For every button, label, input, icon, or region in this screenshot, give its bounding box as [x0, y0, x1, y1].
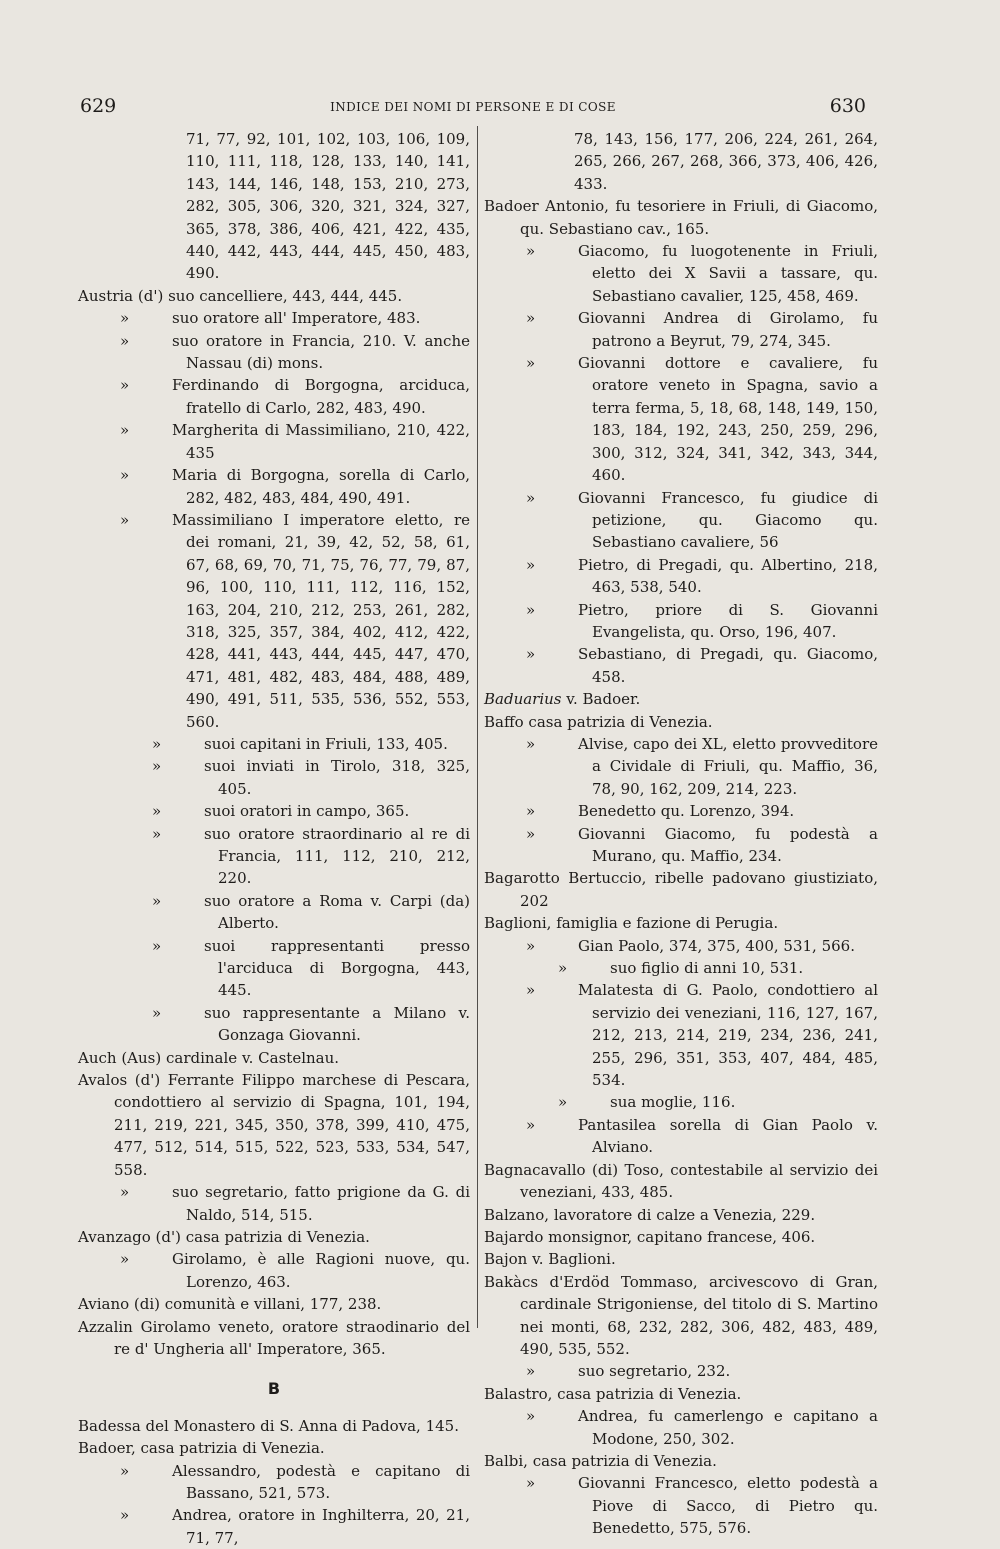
ditto-mark: »: [526, 354, 536, 373]
entry-text: Bajardo monsignor, capitano francese, 406.: [484, 1227, 816, 1246]
entry-text: suoi rappresentanti presso l'arciduca di Borgogna, 443, 445.: [204, 936, 470, 1000]
entry-text: Pantasilea sorella di Gian Paolo v. Alviano.: [578, 1115, 878, 1157]
index-entry: [484, 1383, 878, 1405]
ditto-mark: »: [558, 959, 568, 978]
ditto-mark: »: [526, 488, 536, 507]
entry-text: Gian Paolo, 374, 375, 400, 531, 566.: [578, 936, 855, 955]
entry-text: Azzalin Girolamo veneto, oratore straodinario del re d' Ungheria all' Imperatore, 365.: [78, 1317, 470, 1358]
entry-text: Giacomo, fu luogotenente in Friuli, eletto dei X Savii a tassare, qu. Sebastiano cavalier, 125, 458, 469.: [578, 242, 878, 305]
section-letter-b: B: [267, 1379, 281, 1399]
entry-text: Auch (Aus) cardinale v. Castelnau.: [78, 1048, 340, 1067]
entry-text: suo oratore all' Imperatore, 483.: [172, 309, 421, 328]
index-entry: [484, 1450, 878, 1472]
index-entry: [484, 599, 878, 644]
index-entry: [484, 1360, 878, 1382]
entry-text: suo oratore straordinario al re di Francia, 111, 112, 210, 212, 220.: [204, 824, 470, 888]
index-entry: [484, 352, 878, 486]
index-entry: [78, 733, 470, 755]
entry-text: Ferdinando di Borgogna, arciduca, fratello di Carlo, 282, 483, 490.: [172, 376, 470, 417]
index-entry: [78, 1415, 470, 1437]
ditto-mark: »: [526, 802, 536, 821]
ditto-mark: »: [120, 331, 130, 350]
index-entry: [484, 1204, 878, 1226]
left-entries-a: [78, 128, 470, 1360]
entry-text: Bagnacavallo (di) Toso, contestabile al servizio dei veneziani, 433, 485.: [484, 1160, 878, 1202]
entry-text: Bajon v. Baglioni.: [484, 1250, 616, 1269]
index-entry: [484, 1114, 878, 1159]
entry-text: suo oratore a Roma v. Carpi (da) Alberto.: [204, 891, 470, 933]
ditto-mark: »: [526, 734, 536, 753]
ditto-mark: »: [120, 1183, 130, 1202]
entry-text: Bagarotto Bertuccio, ribelle padovano giustiziato, 202: [484, 869, 878, 910]
index-entry: [484, 800, 878, 822]
index-entry: [78, 509, 470, 733]
entry-text: Maria di Borgogna, sorella di Carlo, 282, 482, 483, 484, 490, 491.: [172, 466, 470, 507]
index-entry: [78, 1316, 470, 1361]
index-entry: [484, 711, 878, 733]
ditto-mark: »: [152, 802, 162, 821]
entry-text: Badoer Antonio, fu tesoriere in Friuli, di Giacomo, qu. Sebastiano cav., 165.: [484, 197, 878, 238]
running-header: [80, 95, 866, 123]
index-entry: [78, 374, 470, 419]
entry-text: Avalos (d') Ferrante Filippo marchese di Pescara, condottiero al servizio di Spagna, 101, 194, 211, 219, 221, 345, 350, 378, 399, 410, 475, 477, 512, 514, 515, 522, 523, 533, 534, 547, 558.: [78, 1071, 470, 1179]
entry-text: Balastro, casa patrizia di Venezia.: [484, 1384, 742, 1403]
index-entry: [484, 1226, 878, 1248]
entry-text: Pietro, priore di S. Giovanni Evangelista, qu. Orso, 196, 407.: [578, 600, 878, 641]
entry-text: Baffo casa patrizia di Venezia.: [484, 712, 713, 731]
entry-text: Andrea, fu camerlengo e capitano a Modone, 250, 302.: [578, 1407, 878, 1448]
running-title: INDICE DEI NOMI DI PERSONE E DI COSE: [330, 100, 616, 114]
right-column: [484, 128, 878, 1540]
entry-text: Giovanni Francesco, eletto podestà a Piove di Sacco, di Pietro qu. Benedetto, 575, 576.: [578, 1474, 878, 1538]
ditto-mark: »: [526, 309, 536, 328]
left-column: [78, 128, 470, 1549]
entry-text: Margherita di Massimiliano, 210, 422, 435: [172, 421, 470, 462]
entry-text: Massimiliano I imperatore eletto, re dei romani, 21, 39, 42, 52, 58, 61, 67, 68, 69, 70, 71, 75, 76, 77, 79, 87, 96, 100, 110, 111, 112, 116, 152, 163, 204, 210, 212, 253, 261, 282, 318, 325, 357, 384, 402, 412, 422, 428, 441, 443, 444, 445, 447, 470, 471, 481, 482, 483, 484, 488, 489, 490, 491, 511, 535, 536, 552, 553, 560.: [172, 510, 470, 731]
index-entry: [78, 890, 470, 935]
entry-text: suo figlio di anni 10, 531.: [610, 959, 804, 978]
ditto-mark: »: [526, 645, 536, 664]
index-entry: [78, 285, 470, 307]
entry-text: suo rappresentante a Milano v. Gonzaga Giovanni.: [204, 1003, 470, 1045]
index-entry: [78, 419, 470, 464]
index-entry: [78, 1047, 470, 1069]
index-entry: [78, 935, 470, 1002]
ditto-mark: »: [526, 600, 536, 619]
index-entry: [78, 1069, 470, 1181]
entry-text: Avanzago (d') casa patrizia di Venezia.: [78, 1227, 370, 1246]
index-entry: [78, 800, 470, 822]
ditto-mark: »: [152, 936, 162, 955]
ditto-mark: »: [120, 1506, 130, 1525]
index-entry: [484, 979, 878, 1091]
entry-text: suoi inviati in Tirolo, 318, 325, 405.: [204, 757, 470, 798]
ditto-mark: »: [120, 309, 130, 328]
ditto-mark: »: [526, 1115, 536, 1134]
index-entry: [78, 464, 470, 509]
index-entry: [484, 487, 878, 554]
index-entry: [78, 1002, 470, 1047]
index-entry: [78, 1293, 470, 1315]
ditto-mark: »: [152, 824, 162, 843]
entry-text: v. Badoer.: [561, 690, 641, 709]
ditto-mark: »: [120, 466, 130, 485]
index-entry: [484, 1271, 878, 1361]
index-entry: [484, 240, 878, 307]
entry-text: Austria (d') suo cancelliere, 443, 444, 445.: [78, 286, 403, 305]
entry-text: Badoer, casa patrizia di Venezia.: [78, 1439, 325, 1458]
ditto-mark: »: [152, 757, 162, 776]
ditto-mark: »: [120, 510, 130, 529]
entry-text: suo segretario, 232.: [578, 1362, 731, 1381]
entry-text: sua moglie, 116.: [610, 1093, 736, 1112]
index-entry: [484, 867, 878, 912]
entry-text: suoi oratori in campo, 365.: [204, 802, 410, 821]
entry-text: suo oratore in Francia, 210. V. anche Nassau (di) mons.: [172, 331, 470, 373]
index-entry: [78, 330, 470, 375]
ditto-mark: »: [120, 376, 130, 395]
index-entry: [484, 823, 878, 868]
ditto-mark: »: [152, 891, 162, 910]
index-entry: [484, 935, 878, 957]
index-entry: [78, 755, 470, 800]
ditto-mark: »: [526, 981, 536, 1000]
index-entry: [78, 307, 470, 329]
index-entry: [78, 128, 470, 285]
index-entry: [78, 1504, 470, 1549]
ditto-mark: »: [152, 734, 162, 753]
entry-text: Pietro, di Pregadi, qu. Albertino, 218, 463, 538, 540.: [578, 555, 878, 597]
ditto-mark: »: [526, 1407, 536, 1426]
index-entry: [484, 733, 878, 800]
index-entry: [78, 1226, 470, 1248]
entry-text: Sebastiano, di Pregadi, qu. Giacomo, 458.: [578, 645, 878, 686]
ditto-mark: »: [526, 824, 536, 843]
index-entry: [78, 1460, 470, 1505]
page-number-left: 629: [80, 95, 117, 117]
entry-text: Alessandro, podestà e capitano di Bassano, 521, 573.: [172, 1461, 470, 1502]
entry-text: 71, 77, 92, 101, 102, 103, 106, 109, 110, 111, 118, 128, 133, 140, 141, 143, 144, 146, 148, 153, 210, 273, 282, 305, 306, 320, 321, 324, 327, 365, 378, 386, 406, 421, 422, 435, 440, 442, 443, 444, 445, 450, 483, 490.: [186, 130, 470, 283]
entry-text: Malatesta di G. Paolo, condottiero al servizio dei veneziani, 116, 127, 167, 212, 213, 214, 219, 234, 236, 241, 255, 296, 351, 353, 407, 484, 485, 534.: [578, 981, 878, 1090]
entry-text: Giovanni Giacomo, fu podestà a Murano, qu. Maffio, 234.: [578, 824, 878, 865]
ditto-mark: »: [558, 1093, 568, 1112]
ditto-mark: »: [152, 1003, 162, 1022]
index-entry: [484, 1159, 878, 1204]
index-entry: [484, 554, 878, 599]
page-number-right: 630: [829, 95, 866, 117]
ditto-mark: »: [526, 936, 536, 955]
entry-text: Giovanni dottore e cavaliere, fu oratore veneto in Spagna, savio a terra ferma, 5, 18, 68, 148, 149, 150, 183, 184, 192, 243, 250, 259, 296, 300, 312, 324, 341, 342, 343, 344, 460.: [578, 354, 878, 485]
entry-text: Benedetto qu. Lorenzo, 394.: [578, 802, 795, 821]
ditto-mark: »: [120, 1250, 130, 1269]
entry-text: suo segretario, fatto prigione da G. di Naldo, 514, 515.: [172, 1183, 470, 1224]
ditto-mark: »: [120, 421, 130, 440]
index-entry: [484, 1248, 878, 1270]
entry-text: Baglioni, famiglia e fazione di Perugia.: [484, 914, 779, 933]
entry-text: Aviano (di) comunità e villani, 177, 238.: [78, 1295, 382, 1314]
entry-text: Andrea, oratore in Inghilterra, 20, 21, 71, 77,: [172, 1506, 470, 1547]
entry-text: Giovanni Francesco, fu giudice di petizione, qu. Giacomo qu. Sebastiano cavaliere, 56: [578, 488, 878, 552]
index-entry: [484, 307, 878, 352]
index-entry: [78, 1181, 470, 1226]
entry-italic-term: Baduarius: [484, 690, 562, 709]
index-entry: [484, 128, 878, 195]
index-entry: [484, 688, 878, 710]
ditto-mark: »: [526, 242, 536, 261]
entry-text: Bakàcs d'Erdöd Tommaso, arcivescovo di Gran, cardinale Strigoniense, del titolo di S. Martino nei monti, 68, 232, 282, 306, 482, 483, 489, 490, 535, 552.: [484, 1272, 878, 1358]
entry-text: Giovanni Andrea di Girolamo, fu patrono a Beyrut, 79, 274, 345.: [578, 309, 878, 350]
ditto-mark: »: [526, 555, 536, 574]
ditto-mark: »: [526, 1474, 536, 1493]
left-entries-b: [78, 1415, 470, 1549]
ditto-mark: »: [120, 1461, 130, 1480]
index-entry: [78, 1437, 470, 1459]
column-divider: [477, 126, 478, 1328]
index-entry: [78, 823, 470, 890]
ditto-mark: »: [526, 1362, 536, 1381]
index-entry: [484, 195, 878, 240]
index-entry: [484, 1091, 878, 1113]
entry-text: Balbi, casa patrizia di Venezia.: [484, 1451, 717, 1470]
index-entry: [484, 912, 878, 934]
index-entry: [484, 957, 878, 979]
entry-text: Badessa del Monastero di S. Anna di Padova, 145.: [78, 1416, 459, 1435]
index-entry: [484, 643, 878, 688]
entry-text: suoi capitani in Friuli, 133, 405.: [204, 734, 448, 753]
entry-text: Girolamo, è alle Ragioni nuove, qu. Lorenzo, 463.: [172, 1250, 470, 1291]
entry-text: Balzano, lavoratore di calze a Venezia, 229.: [484, 1205, 816, 1224]
entry-text: 78, 143, 156, 177, 206, 224, 261, 264, 265, 266, 267, 268, 366, 373, 406, 426, 433.: [574, 130, 878, 193]
index-entry: [78, 1248, 470, 1293]
index-entry: [484, 1472, 878, 1539]
entry-text: Alvise, capo dei XL, eletto provveditore a Cividale di Friuli, qu. Maffio, 36, 78, 90, 162, 209, 214, 223.: [578, 734, 878, 798]
right-entries: [484, 128, 878, 1540]
index-entry: [484, 1405, 878, 1450]
